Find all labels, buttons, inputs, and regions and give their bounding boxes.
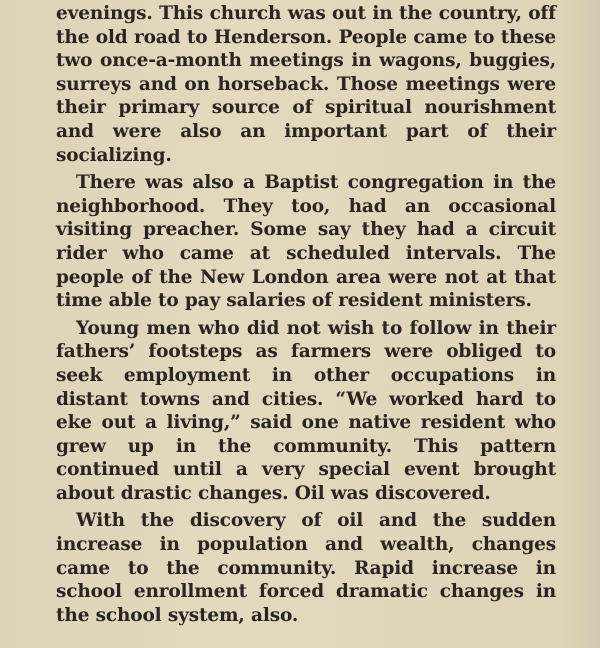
paragraph-1: evenings. This church was out in the country, off the old road to Henderson. People came to these two once-a-month meetings in wagons, buggies, surreys and on horseback. Those meetings were their primary source of spiritual nourishment and were also an important part of their socializing. bbox=[56, 3, 556, 166]
paragraph-2: There was also a Baptist congregation in the neighborhood. They too, had an occasional visiting preacher. Some say they had a circuit rider who came at scheduled intervals. The people of the New London area were not at that time able to pay salaries of resident ministers. bbox=[56, 172, 556, 312]
page-edge-shadow bbox=[562, 0, 600, 648]
paragraph-4: With the discovery of oil and the sudden increase in population and wealth, changes came to the community. Rapid increase in school enrollment forced dramatic changes in the school system, also. bbox=[56, 510, 556, 626]
paragraph-3: Young men who did not wish to follow in their fathers’ footsteps as farmers were obliged to seek employment in other occupations in distant towns and cities. “We worked hard to eke out a living,” said one native resident who grew up in the community. This pattern continued until a very special event brought about drastic changes. Oil was discovered. bbox=[56, 317, 556, 504]
text-column bbox=[56, 2, 556, 627]
